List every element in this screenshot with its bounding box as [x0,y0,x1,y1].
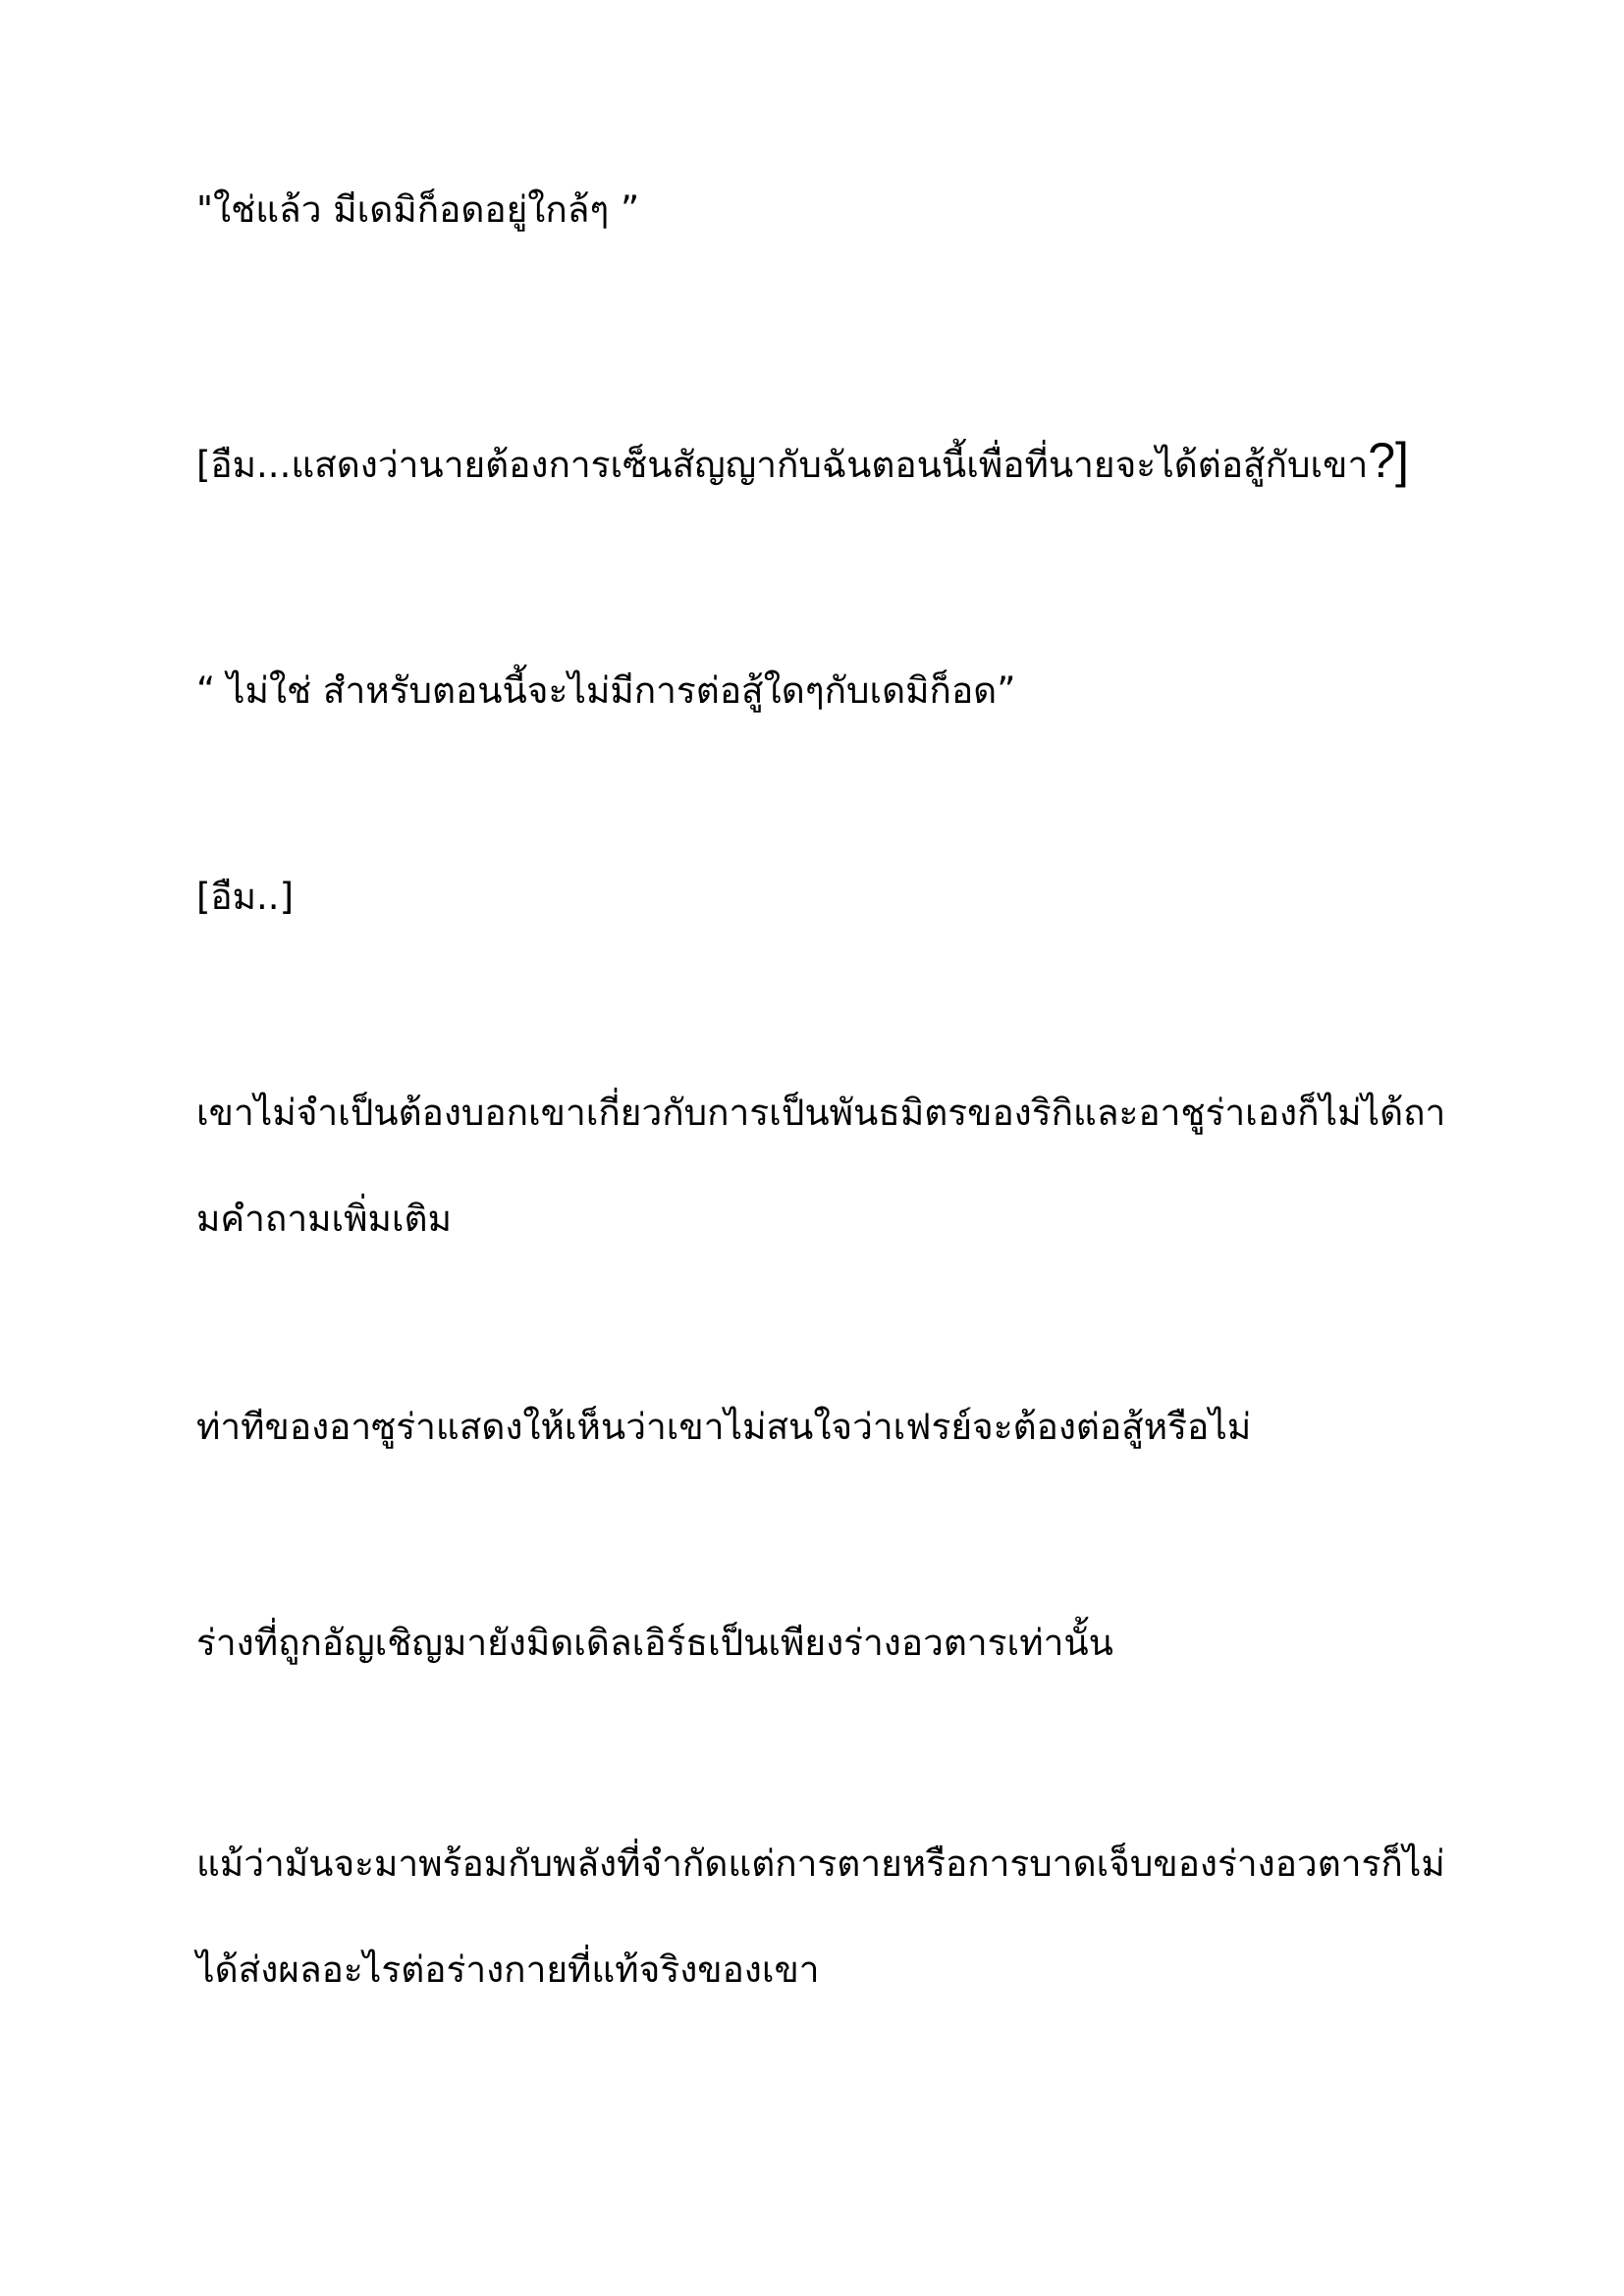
paragraph-3: “ ไม่ใช่ สำหรับตอนนี้จะไม่มีการต่อสู้ใดๆกับเดมิก็อด” [196,669,1016,712]
paragraph-6: ท่าทีของอาซูร่าแสดงให้เห็นว่าเขาไม่สนใจว่าเฟรย์จะต้องต่อสู้หรือไม่ [196,1406,1252,1448]
paragraph-1: "ใช่แล้ว มีเดมิก็อดอยู่ใกล้ๆ ” [196,188,640,231]
paragraph-5: เขาไม่จำเป็นต้องบอกเขาเกี่ยวกับการเป็นพันธมิตรของริกิและอาชูร่าเองก็ไม่ได้ถามคำถามเพิ่มเติม [196,1092,1446,1240]
paragraph-4: [อืม..] [196,876,295,918]
paragraph-7: ร่างที่ถูกอัญเชิญมายังมิดเดิลเอิร์ธเป็นเพียงร่างอวตารเท่านั้น [196,1622,1113,1664]
paragraph-2-suffix: ?] [1368,433,1409,488]
paragraph-2 [196,407,1463,518]
paragraph-8: แม้ว่ามันจะมาพร้อมกับพลังที่จำกัดแต่การตายหรือการบาดเจ็บของร่างอวตารก็ไม่ได้ส่งผลอะไรต่อร่างกายที่แท้จริงของเขา [196,1842,1445,1991]
paragraph-2-text: [อืม...แสดงว่านายต้องการเซ็นสัญญากับฉันตอนนี้เพื่อที่นายจะได้ต่อสู้กับเขา [196,444,1369,486]
